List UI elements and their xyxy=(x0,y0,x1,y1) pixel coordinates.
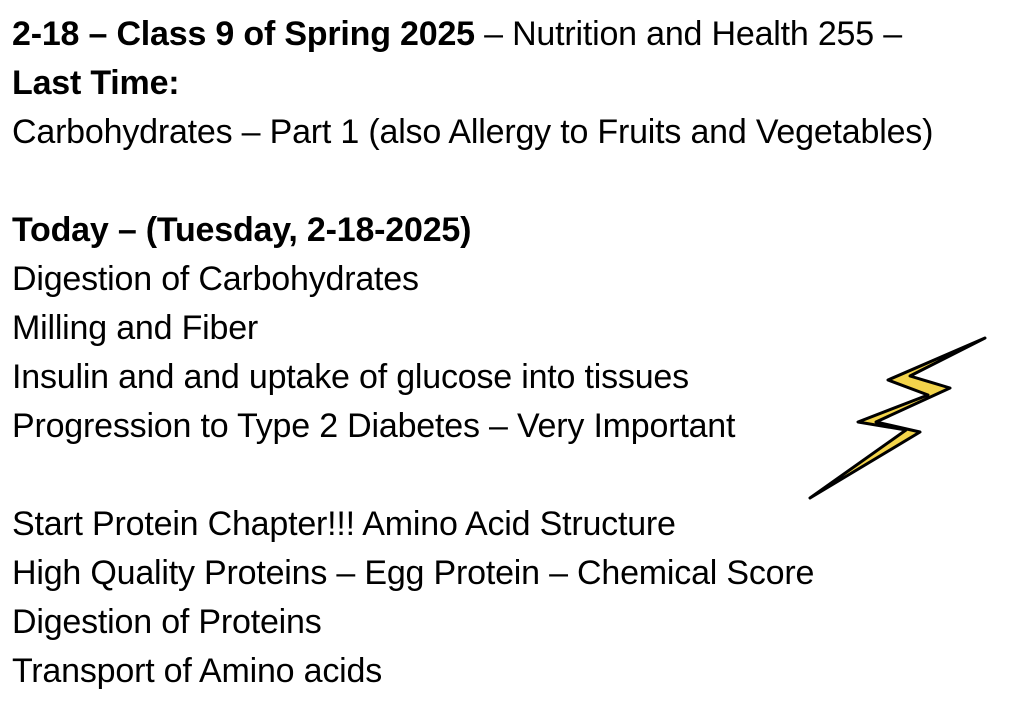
today-item-6: High Quality Proteins – Egg Protein – Chemical Score xyxy=(12,554,815,592)
today-item-4: Progression to Type 2 Diabetes – Very Important xyxy=(12,407,736,445)
slide-header xyxy=(12,10,1017,59)
today-label: Today – (Tuesday, 2-18-2025) xyxy=(12,211,472,249)
today-item-3: Insulin and and uptake of glucose into tissues xyxy=(12,358,689,396)
today-item-5: Start Protein Chapter!!! Amino Acid Structure xyxy=(12,505,676,543)
today-item-1: Digestion of Carbohydrates xyxy=(12,260,419,298)
slide-header-bold-part: 2-18 – Class 9 of Spring 2025 xyxy=(12,15,475,53)
last-time-topic: Carbohydrates – Part 1 (also Allergy to Fruits and Vegetables) xyxy=(12,113,934,151)
today-item-8: Transport of Amino acids xyxy=(12,652,382,690)
lightning-bolt-icon xyxy=(800,330,1000,510)
spacer-1 xyxy=(12,157,1017,206)
today-item-2: Milling and Fiber xyxy=(12,309,259,347)
today-item-7: Digestion of Proteins xyxy=(12,603,322,641)
last-time-label: Last Time: xyxy=(12,64,180,102)
lightning-bolt-decoration xyxy=(800,330,1000,510)
slide-header-regular-part: – Nutrition and Health 255 – xyxy=(474,15,902,53)
